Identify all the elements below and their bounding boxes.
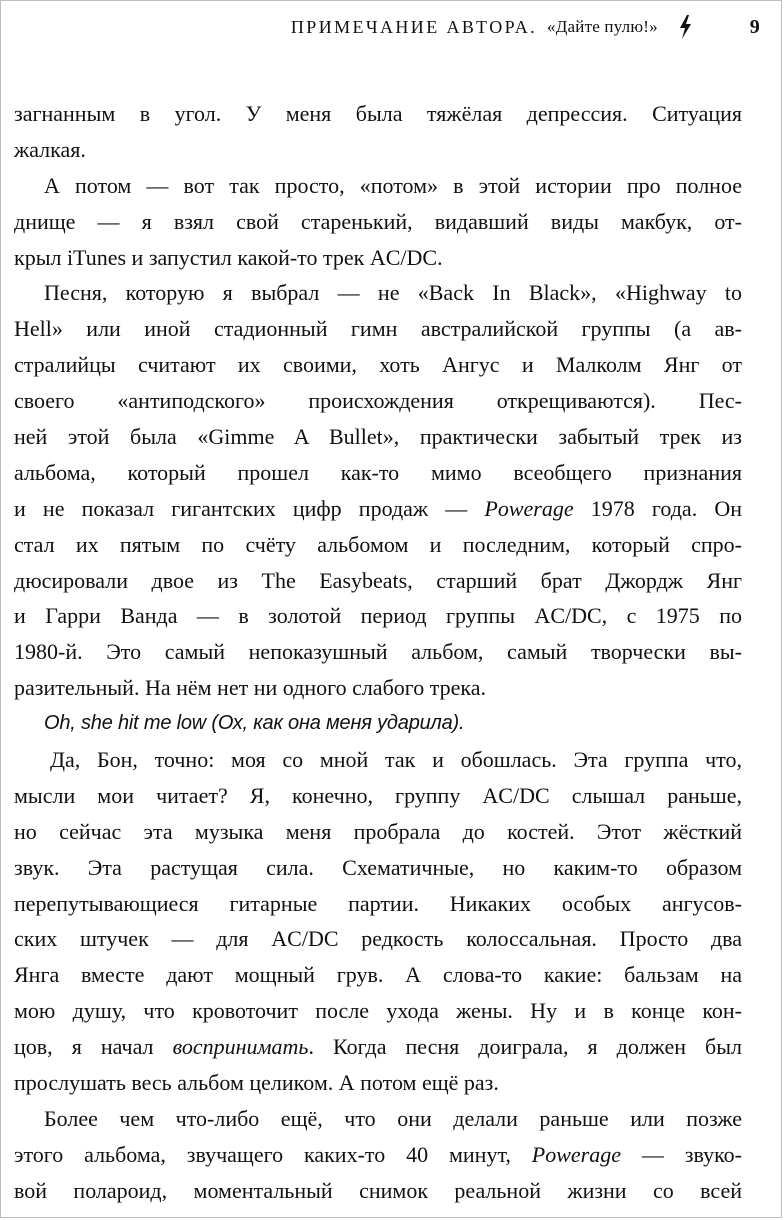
emphasis-word: воспринимать	[172, 1034, 309, 1060]
lyric-quote: Oh, she hit me low (Ох, как она меня ударила).	[44, 712, 465, 735]
text-line: Более чем что-либо ещё, что они делали раньше или позже	[44, 1105, 742, 1131]
album-title: Powerage	[484, 495, 574, 521]
text-line: Hell» или иной стадионный гимн австралийской группы (а ав-	[14, 316, 742, 342]
text-line: днище — я взял свой старенький, видавший виды макбук, от-	[14, 208, 742, 234]
chapter-title: ПРИМЕЧАНИЕ АВТОРА.	[290, 16, 538, 37]
text-line: своего «антиподского» происхождения открещиваются). Пес-	[14, 388, 742, 414]
text-line: звук. Эта растущая сила. Схематичные, но каким-то образом	[14, 854, 742, 880]
album-title: Powerage	[531, 1141, 621, 1167]
text-segment: и не показал гигантских цифр продаж —	[14, 495, 485, 521]
running-header	[0, 10, 760, 44]
text-line: 1980-й. Это самый непоказушный альбом, самый творчески вы-	[14, 639, 742, 665]
text-segment: 1978 года. Он	[573, 495, 742, 521]
text-line: перепутывающиеся гитарные партии. Никаких особых ангусов-	[14, 890, 742, 916]
body-text	[14, 96, 742, 1209]
text-line: ней этой была «Gimme A Bullet», практически забытый трек из	[14, 424, 742, 450]
text-line: стал их пятым по счёту альбомом и последним, который спро-	[14, 531, 742, 557]
text-line	[14, 1137, 742, 1173]
text-line: дюсировали двое из The Easybeats, старший брат Джордж Янг	[14, 567, 742, 593]
text-segment: . Когда песня доиграла, я должен был	[308, 1034, 742, 1060]
text-line	[14, 491, 742, 527]
text-line: мысли мои читает? Я, конечно, группу AC/DC слышал раньше,	[14, 782, 742, 808]
text-segment: цов, я начал	[14, 1034, 173, 1060]
text-segment: — звуко-	[621, 1141, 742, 1167]
text-line: Янга вместе дают мощный грув. А слова-то какие: бальзам на	[14, 962, 742, 988]
text-line: жалкая.	[14, 136, 86, 162]
lightning-bolt-icon	[678, 15, 692, 39]
page-number: 9	[749, 15, 760, 38]
text-line: альбома, который прошел как-то мимо всеобщего признания	[14, 459, 742, 485]
text-line: ских штучек — для AC/DC редкость колоссальная. Просто два	[14, 926, 742, 952]
text-line: загнанным в угол. У меня была тяжёлая депрессия. Ситуация	[14, 101, 742, 126]
text-line: А потом — вот так просто, «потом» в этой истории про полное	[44, 172, 742, 198]
text-line	[14, 1029, 742, 1065]
text-line: Да, Бон, точно: моя со мной так и обошлась. Эта группа что,	[50, 747, 742, 773]
text-line: прослушать весь альбом целиком. А потом ещё раз.	[14, 1070, 499, 1096]
text-line: и Гарри Ванда — в золотой период группы AC/DC, с 1975 по	[14, 603, 742, 629]
chapter-subtitle: «Дайте пулю!»	[547, 17, 658, 36]
text-line: мою душу, что кровоточит после ухода жены. Ну и в конце кон-	[14, 998, 742, 1024]
text-line: разительный. На нём нет ни одного слабого трека.	[14, 675, 487, 701]
text-segment: этого альбома, звучащего каких-то 40 минут,	[14, 1141, 532, 1167]
text-line: но сейчас эта музыка меня пробрала до костей. Этот жёсткий	[14, 818, 742, 844]
text-line: Песня, которую я выбрал — не «Back In Black», «Highway to	[44, 280, 742, 306]
text-line: вой полароид, моментальный снимок реальной жизни со всей	[14, 1177, 742, 1203]
text-line: крыл iTunes и запустил какой-то трек AC/DC.	[14, 244, 443, 270]
text-line: стралийцы считают их своими, хоть Ангус и Малколм Янг от	[14, 352, 742, 378]
